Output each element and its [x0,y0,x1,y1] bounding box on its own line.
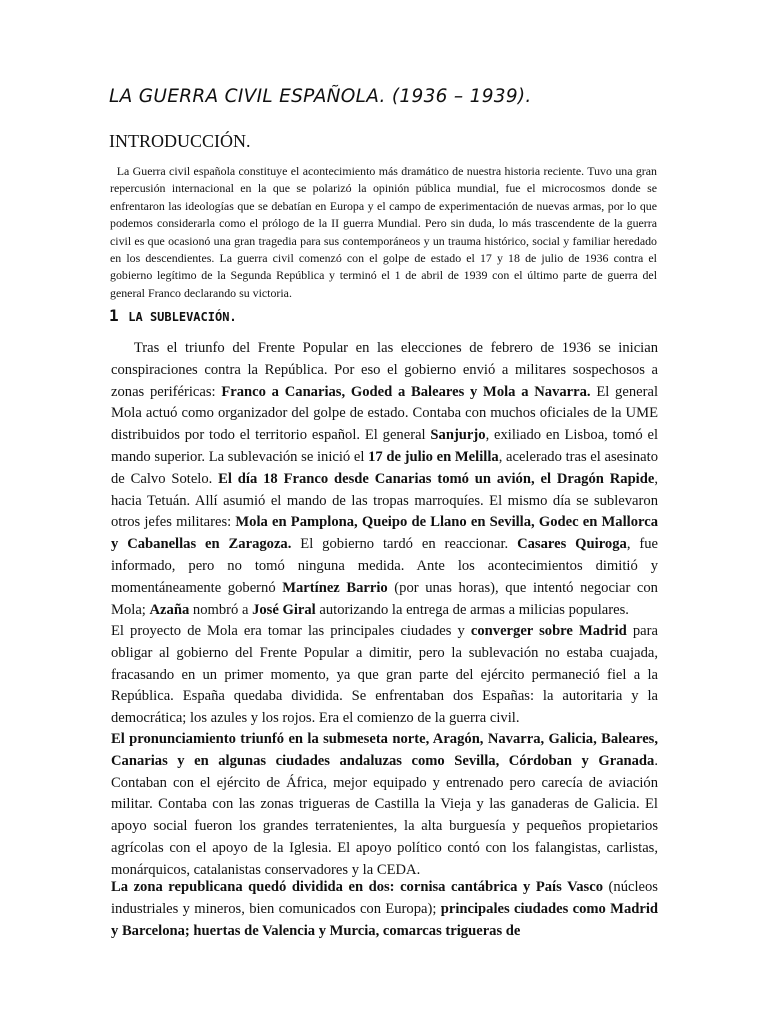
text-run: (por unas horas), que intentó negociar con Mola; [111,579,658,618]
intro-paragraph-text: La Guerra civil española constituye el acontecimiento más dramático de nuestra historia reciente. Tuvo una gran repercusión internacional en la que se polarizó la opinión pública mundial, fue el microcosmos donde se enfrentaron las ideologías que se debatían en Europa y el campo de experimentación de nuevas armas, por lo que podemos considerarla como el prólogo de la II guerra Mundial. Pero sin duda, lo más trascendente de la guerra civil es que ocasionó una gran tragedia para sus contemporáneos y un trauma histórico, social y familiar heredado en los descendientes. La guerra civil comenzó con el golpe de estado el 17 y 18 de julio de 1936 contra el gobierno legítimo de la Segunda República y terminó el 1 de abril de 1939 con el último parte de guerra del general Franco declarando su victoria. [110,164,657,300]
bold-text-run: Casares Quiroga [517,536,627,553]
bold-text-run: El día 18 Franco desde Canarias tomó un avión, el Dragón Rapide [218,470,655,487]
text-run: El general Mola actuó como organizador del golpe de estado. Contaba con muchos oficiales de la UME distribuidos por todo el territorio español. El general [111,383,658,444]
bold-text-run: converger sobre Madrid [470,623,627,639]
bold-text-run: Franco a Canarias, Goded a Baleares y Mola a Navarra. [221,383,591,400]
bold-text-run: principales ciudades como Madrid y Barcelona; huertas de Valencia y Murcia, comarcas trigueras de [111,900,659,939]
paragraph-proyecto-mola [111,621,658,730]
intro-paragraph [110,163,657,302]
text-run: , fue informado, pero no tomó ninguna medida. Ante los acontecimientos dimitió y momentáneamente gobernó [111,536,659,596]
text-run: , hacia Tetuán. Allí asumió el mando de las tropas marroquíes. El mismo día se sublevaron otros jefes militares: [111,470,658,531]
paragraph-zona-republicana [111,877,658,942]
paragraph-sublevacion [111,338,658,621]
text-run: Tras el triunfo del Frente Popular en las elecciones de febrero de 1936 se inician conspiraciones contra la República. Por eso el gobierno envió a militares sospechosos a zonas periféricas: [111,340,658,400]
text-run: El gobierno tardó en reaccionar. [291,536,518,553]
text-run: El proyecto de Mola era tomar las principales ciudades y [111,623,471,639]
section-heading [109,306,237,325]
text-run: autorizando la entrega de armas a milicias populares. [315,601,629,618]
bold-text-run: Martínez Barrio [282,579,388,596]
text-run: para obligar al gobierno del Frente Popular a dimitir, pero la sublevación no estaba cuajada, fracasando en un primer momento, ya que gran parte del ejército permaneció fiel a la República. España quedaba dividida. Se enfrentaban dos Españas: la autoritaria y la democrática; los azules y los rojos. Era el comienzo de la guerra civil. [111,623,658,727]
text-run: (núcleos industriales y mineros, bien comunicados con Europa); [111,879,658,917]
bold-text-run: José Giral [252,601,316,618]
bold-text-run: El pronunciamiento triunfó en la submeseta norte, Aragón, Navarra, Galicia, Baleares, Canarias y en algunas ciudades andaluzas como Sevilla, Córdoban y Granada [111,731,658,769]
bold-text-run: Azaña [149,601,190,618]
bold-text-run: Mola en Pamplona, Queipo de Llano en Sevilla, Godec en Mallorca y Cabanellas en Zaragoza. [111,514,658,553]
text-run: , acelerado tras el asesinato de Calvo Sotelo. [111,448,658,487]
paragraph-pronunciamiento [111,729,658,882]
text-run: . Contaban con el ejército de África, mejor equipado y entrenado pero carecía de aviación militar. Contaba con las zonas trigueras de Castilla la Vieja y las ganaderas de Galicia. El apoyo social fueron los grandes terratenientes, la alta burguesía y pequeños propietarios agrícolas con el apoyo de la Iglesia. El apoyo político contó con los falangistas, carlistas, monárquicos, catalanistas conservadores y la CEDA. [111,752,658,878]
intro-heading: INTRODUCCIÓN. [109,131,251,151]
bold-text-run: 17 de julio en Melilla [368,448,499,465]
text-run: nombró a [189,601,253,618]
section-title: LA SUBLEVACIÓN. [128,310,237,324]
bold-text-run: Sanjurjo [430,427,486,444]
bold-text-run: La zona republicana quedó dividida en dos: cornisa cantábrica y País Vasco [111,879,604,895]
document-title: LA GUERRA CIVIL ESPAÑOLA. (1936 – 1939). [109,86,532,107]
section-number: 1 [109,306,119,325]
text-run: , exiliado en Lisboa, tomó el mando superior. La sublevación se inició el [111,427,658,465]
